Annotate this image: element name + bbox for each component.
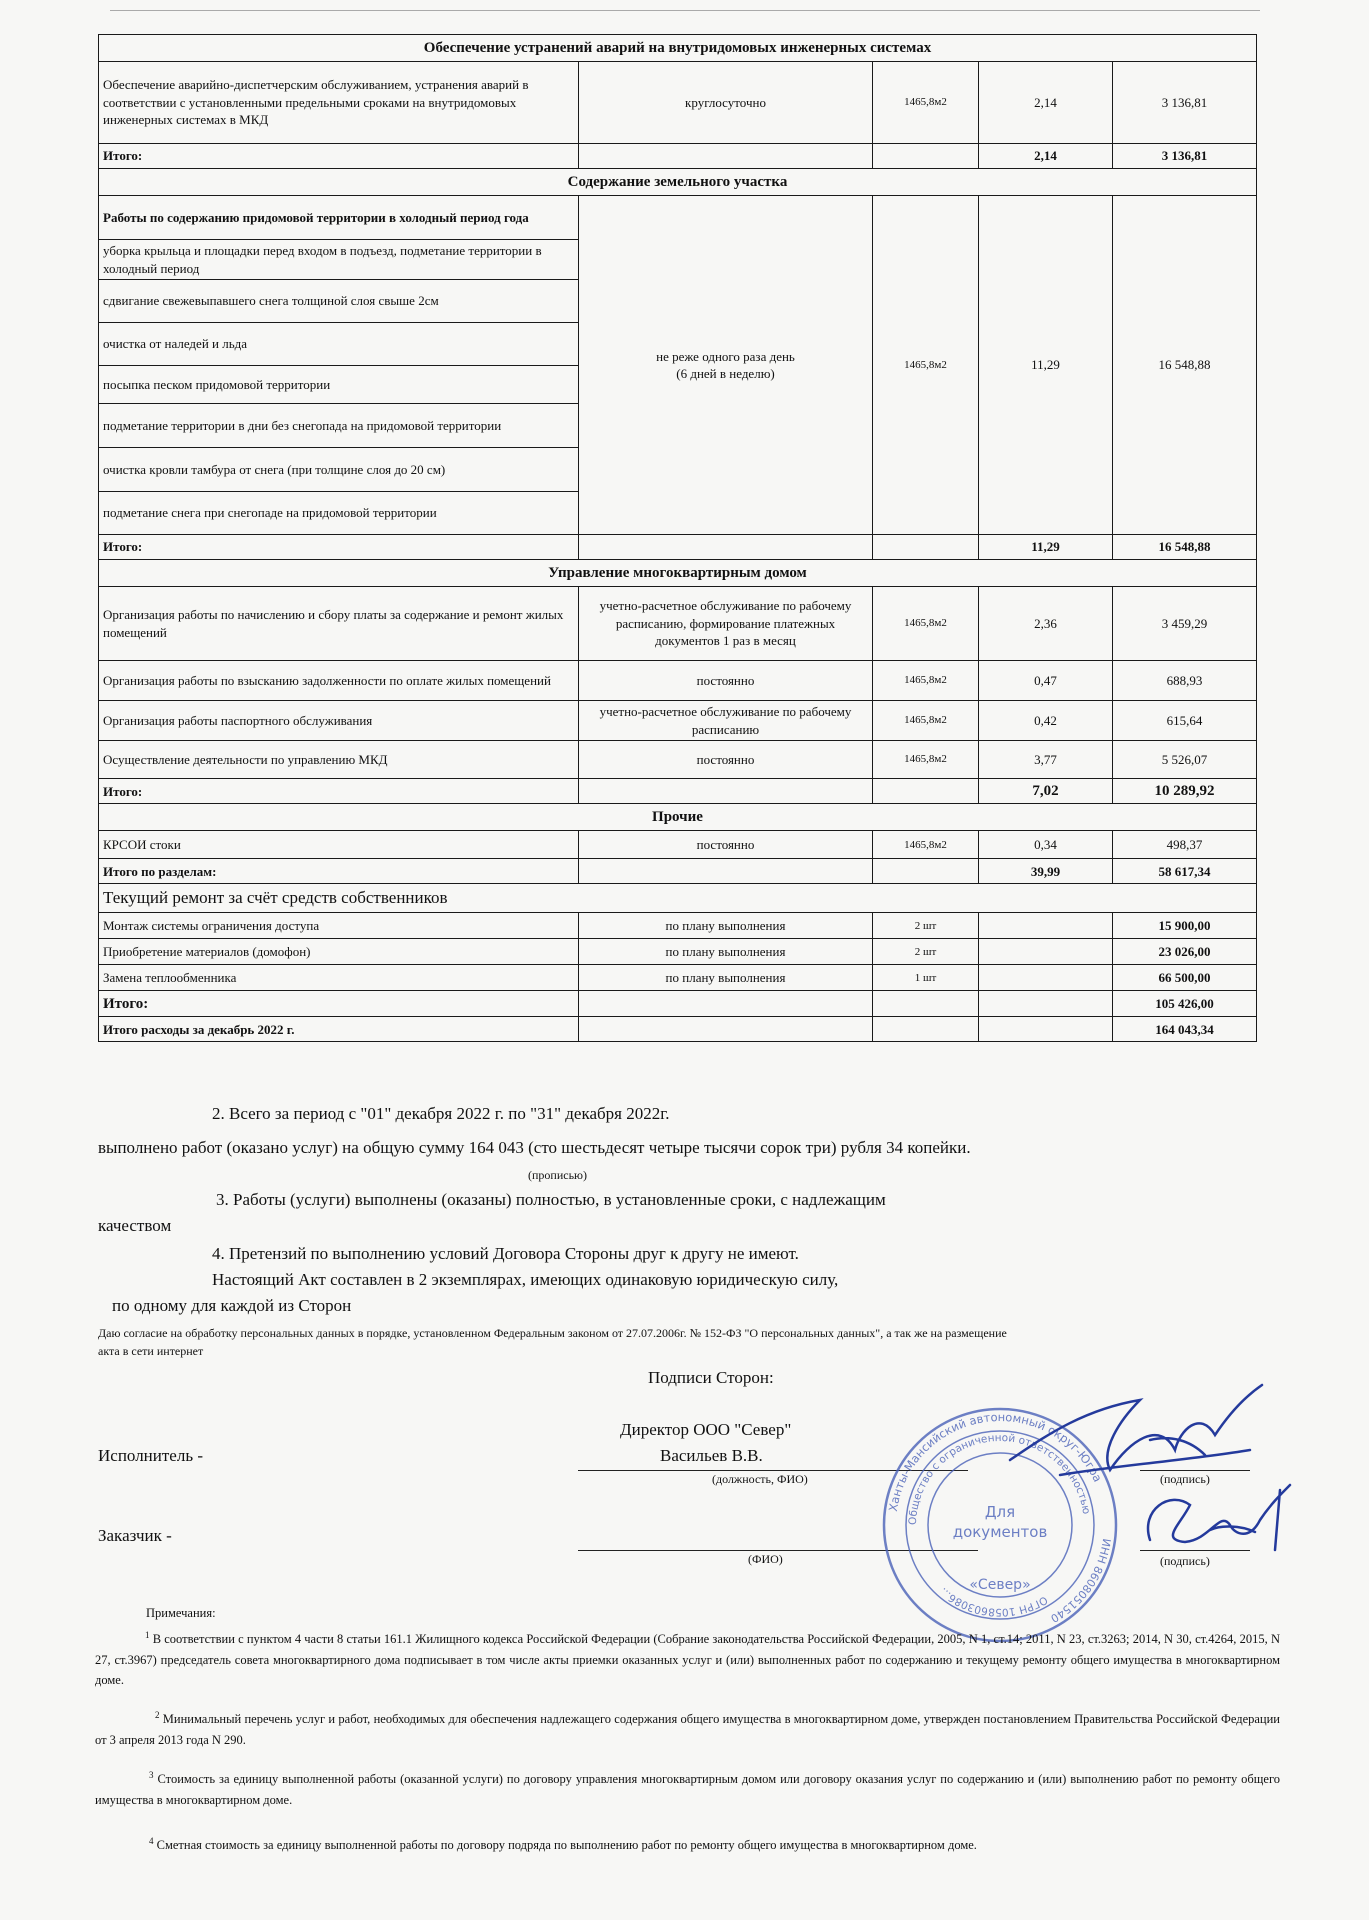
notes-title: Примечания: xyxy=(146,1606,216,1620)
row-unit: 1465,8м2 xyxy=(873,62,979,144)
stamp-outer-text: Ханты-Мансийский автономный округ-Югра xyxy=(885,1409,1106,1513)
land-item: очистка кровли тамбура от снега (при толщине слоя до 20 см) xyxy=(99,448,579,492)
note-3 xyxy=(95,1768,1280,1810)
note-4 xyxy=(95,1834,1280,1856)
land-period xyxy=(579,196,873,535)
stamp-center-2: документов xyxy=(952,1523,1048,1541)
section-title-accident: Обеспечение устранений аварий на внутридомовых инженерных системах xyxy=(99,35,1257,62)
row-unit: 1465,8м2 xyxy=(873,741,979,779)
executor-label: Исполнитель - xyxy=(98,1446,203,1465)
paragraph-5-end: по одному для каждой из Сторон xyxy=(112,1296,352,1315)
row-sum: 498,37 xyxy=(1113,831,1257,859)
row-name: Организация работы по взысканию задолженности по оплате жилых помещений xyxy=(99,661,579,701)
land-rate: 11,29 xyxy=(979,196,1113,535)
row-sum: 615,64 xyxy=(1113,701,1257,741)
note-1 xyxy=(95,1628,1280,1691)
executor-signature-icon xyxy=(1000,1380,1270,1490)
note-1-text: В соответствии с пунктом 4 части 8 статьи 161.1 Жилищного кодекса Российской Федерации (Собрание законодательства Российской Федерации, 2005, N 1, ст.14; 2011, N 23, ст.3263; 2014, N 30, ст.4264, 2015, N 27, ст.3967) председатель совета многоквартирного дома подписывает в том числе акты приемки оказанных услуг и (или) выполненных работ по содержанию и текущему ремонту общего имущества в многоквартирном доме. xyxy=(95,1632,1280,1688)
note-1-mark: 1 xyxy=(145,1630,150,1640)
total-sum: 10 289,92 xyxy=(1113,779,1257,804)
land-item: уборка крыльца и площадки перед входом в подъезд, подметание территории в холодный период xyxy=(99,240,579,280)
row-rate: 0,47 xyxy=(979,661,1113,701)
land-sum: 16 548,88 xyxy=(1113,196,1257,535)
row-name: Монтаж системы ограничения доступа xyxy=(99,913,579,939)
sign-caption-2: (подпись) xyxy=(1160,1554,1210,1568)
row-sum: 23 026,00 xyxy=(1113,939,1257,965)
total-label: Итого: xyxy=(99,991,579,1017)
note-2 xyxy=(95,1708,1280,1750)
row-name: Осуществление деятельности по управлению МКД xyxy=(99,741,579,779)
table-row xyxy=(99,62,1257,144)
row-name: Организация работы по начислению и сбору платы за содержание и ремонт жилых помещений xyxy=(99,587,579,661)
row-name: Приобретение материалов (домофон) xyxy=(99,939,579,965)
note-3-mark: 3 xyxy=(149,1770,154,1780)
land-header: Работы по содержанию придомовой территории в холодный период года xyxy=(99,196,579,240)
note-2-text: Минимальный перечень услуг и работ, необходимых для обеспечения надлежащего содержания общего имущества в многоквартирном доме, утвержден постановлением Правительства Российской Федерации от 3 апреля 2013 года N 290. xyxy=(95,1712,1280,1747)
land-item: подметание территории в дни без снегопада на придомовой территории xyxy=(99,404,579,448)
row-sum: 688,93 xyxy=(1113,661,1257,701)
total-row xyxy=(99,991,1257,1017)
row-rate: 2,14 xyxy=(979,62,1113,144)
section-title-other: Прочие xyxy=(99,804,1257,831)
paragraph-3-end: качеством xyxy=(98,1216,172,1235)
section-title-management: Управление многоквартирным домом xyxy=(99,560,1257,587)
row-rate: 0,34 xyxy=(979,831,1113,859)
row-period: постоянно xyxy=(579,661,873,701)
row-period: по плану выполнения xyxy=(579,965,873,991)
stamp-ogrn-text: ОГРН 1058603086... xyxy=(937,1585,1050,1619)
svg-text:ИНН 8608051540 xyxy=(1048,1538,1113,1625)
note-4-text: Сметная стоимость за единицу выполненной работы по договору подряда по выполнению работ по ремонту общего имущества в многоквартирном доме. xyxy=(156,1838,977,1853)
table-row xyxy=(99,196,1257,240)
table-row xyxy=(99,661,1257,701)
land-item: посыпка песком придомовой территории xyxy=(99,366,579,404)
position-caption: (должность, ФИО) xyxy=(712,1472,808,1486)
grand-total-label: Итого расходы за декабрь 2022 г. xyxy=(99,1017,579,1042)
row-sum: 66 500,00 xyxy=(1113,965,1257,991)
row-period: постоянно xyxy=(579,741,873,779)
table-row xyxy=(99,587,1257,661)
total-rate: 39,99 xyxy=(979,859,1113,884)
section-title-land: Содержание земельного участка xyxy=(99,169,1257,196)
services-table xyxy=(98,34,1257,1042)
table-row xyxy=(99,701,1257,741)
total-rate: 2,14 xyxy=(979,144,1113,169)
sign-caption: (подпись) xyxy=(1160,1472,1210,1486)
total-row xyxy=(99,535,1257,560)
grand-total-sum: 164 043,34 xyxy=(1113,1017,1257,1042)
executor-name: Васильев В.В. xyxy=(660,1446,763,1465)
row-name: КРСОИ стоки xyxy=(99,831,579,859)
total-sum: 58 617,34 xyxy=(1113,859,1257,884)
paragraph-2-sum: выполнено работ (оказано услуг) на общую сумму 164 043 (сто шестьдесят четыре тысячи сорок три) рубля 34 копейки. xyxy=(98,1138,971,1157)
paragraph-5: Настоящий Акт составлен в 2 экземплярах, имеющих одинаковую юридическую силу, xyxy=(212,1270,839,1289)
total-label: Итого по разделам: xyxy=(99,859,579,884)
total-label: Итого: xyxy=(99,779,579,804)
row-unit: 2 шт xyxy=(873,939,979,965)
total-row xyxy=(99,144,1257,169)
stamp-middle-text: Общество с ограниченной ответственностью xyxy=(906,1431,1093,1526)
total-label: Итого: xyxy=(99,535,579,560)
land-item: очистка от наледей и льда xyxy=(99,323,579,366)
table-row xyxy=(99,831,1257,859)
section-title-repair: Текущий ремонт за счёт средств собственников xyxy=(99,884,1257,913)
row-period: учетно-расчетное обслуживание по рабочему расписанию, формирование платежных документов 1 раз в месяц xyxy=(579,587,873,661)
row-name: Замена теплообменника xyxy=(99,965,579,991)
row-name: Обеспечение аварийно-диспетчерским обслуживанием, устранения аварий в соответствии с установленными предельными сроками на внутридомовых инженерных системах в МКД xyxy=(99,62,579,144)
row-unit: 1465,8м2 xyxy=(873,661,979,701)
row-name: Организация работы паспортного обслуживания xyxy=(99,701,579,741)
customer-signature-icon xyxy=(1130,1480,1300,1560)
total-sum: 16 548,88 xyxy=(1113,535,1257,560)
total-sum: 3 136,81 xyxy=(1113,144,1257,169)
row-unit: 1465,8м2 xyxy=(873,701,979,741)
note-2-mark: 2 xyxy=(155,1710,160,1720)
row-period: по плану выполнения xyxy=(579,913,873,939)
stamp-name: «Север» xyxy=(969,1577,1031,1593)
row-rate: 3,77 xyxy=(979,741,1113,779)
note-3-text: Стоимость за единицу выполненной работы (оказанной услуги) по договору управления многоквартирным домом или договору оказания услуг по содержанию и (или) выполнению работ по ремонту общего имущества в многоквартирном доме. xyxy=(95,1772,1281,1807)
row-period: круглосуточно xyxy=(579,62,873,144)
table-row xyxy=(99,741,1257,779)
executor-position: Директор ООО "Север" xyxy=(620,1420,792,1439)
note-4-mark: 4 xyxy=(149,1836,154,1846)
land-item: сдвигание свежевыпавшего снега толщиной слоя свыше 2см xyxy=(99,280,579,323)
stamp-inn-text: ИНН 8608051540 xyxy=(1048,1537,1114,1625)
row-unit: 1465,8м2 xyxy=(873,587,979,661)
paragraph-4: 4. Претензий по выполнению условий Договора Стороны друг к другу не имеют. xyxy=(212,1244,799,1263)
signatures-title: Подписи Сторон: xyxy=(648,1368,774,1387)
total-row xyxy=(99,859,1257,884)
paragraph-3: 3. Работы (услуги) выполнены (оказаны) полностью, в установленные сроки, с надлежащим xyxy=(216,1190,886,1209)
total-label: Итого: xyxy=(99,144,579,169)
table-row xyxy=(99,913,1257,939)
land-item: подметание снега при снегопаде на придомовой территории xyxy=(99,492,579,535)
fio-caption: (ФИО) xyxy=(748,1552,783,1566)
propis-caption: (прописью) xyxy=(528,1168,588,1182)
table-row xyxy=(99,939,1257,965)
row-sum: 3 459,29 xyxy=(1113,587,1257,661)
row-sum: 15 900,00 xyxy=(1113,913,1257,939)
row-period: по плану выполнения xyxy=(579,939,873,965)
total-rate: 11,29 xyxy=(979,535,1113,560)
consent-line-1: Даю согласие на обработку персональных данных в порядке, установленном Федеральным законом от 27.07.2006г. № 152-ФЗ "О персональных данных", а так же на размещение xyxy=(98,1326,1007,1340)
row-rate: 2,36 xyxy=(979,587,1113,661)
grand-total-row xyxy=(99,1017,1257,1042)
row-rate: 0,42 xyxy=(979,701,1113,741)
consent-line-2: акта в сети интернет xyxy=(98,1344,204,1358)
land-period-line2: (6 дней в неделю) xyxy=(676,366,775,382)
customer-label: Заказчик - xyxy=(98,1526,172,1545)
row-unit: 2 шт xyxy=(873,913,979,939)
row-unit: 1 шт xyxy=(873,965,979,991)
land-unit: 1465,8м2 xyxy=(873,196,979,535)
land-period-line1: не реже одного раза день xyxy=(656,348,795,364)
row-period: постоянно xyxy=(579,831,873,859)
top-rule xyxy=(110,10,1260,11)
row-unit: 1465,8м2 xyxy=(873,831,979,859)
stamp-center-1: Для xyxy=(984,1503,1016,1521)
total-row xyxy=(99,779,1257,804)
table-row xyxy=(99,965,1257,991)
paragraph-2: 2. Всего за период с "01" декабря 2022 г. по "31" декабря 2022г. xyxy=(212,1104,670,1123)
row-sum: 5 526,07 xyxy=(1113,741,1257,779)
total-sum: 105 426,00 xyxy=(1113,991,1257,1017)
row-sum: 3 136,81 xyxy=(1113,62,1257,144)
row-period: учетно-расчетное обслуживание по рабочему расписанию xyxy=(579,701,873,741)
total-rate: 7,02 xyxy=(979,779,1113,804)
